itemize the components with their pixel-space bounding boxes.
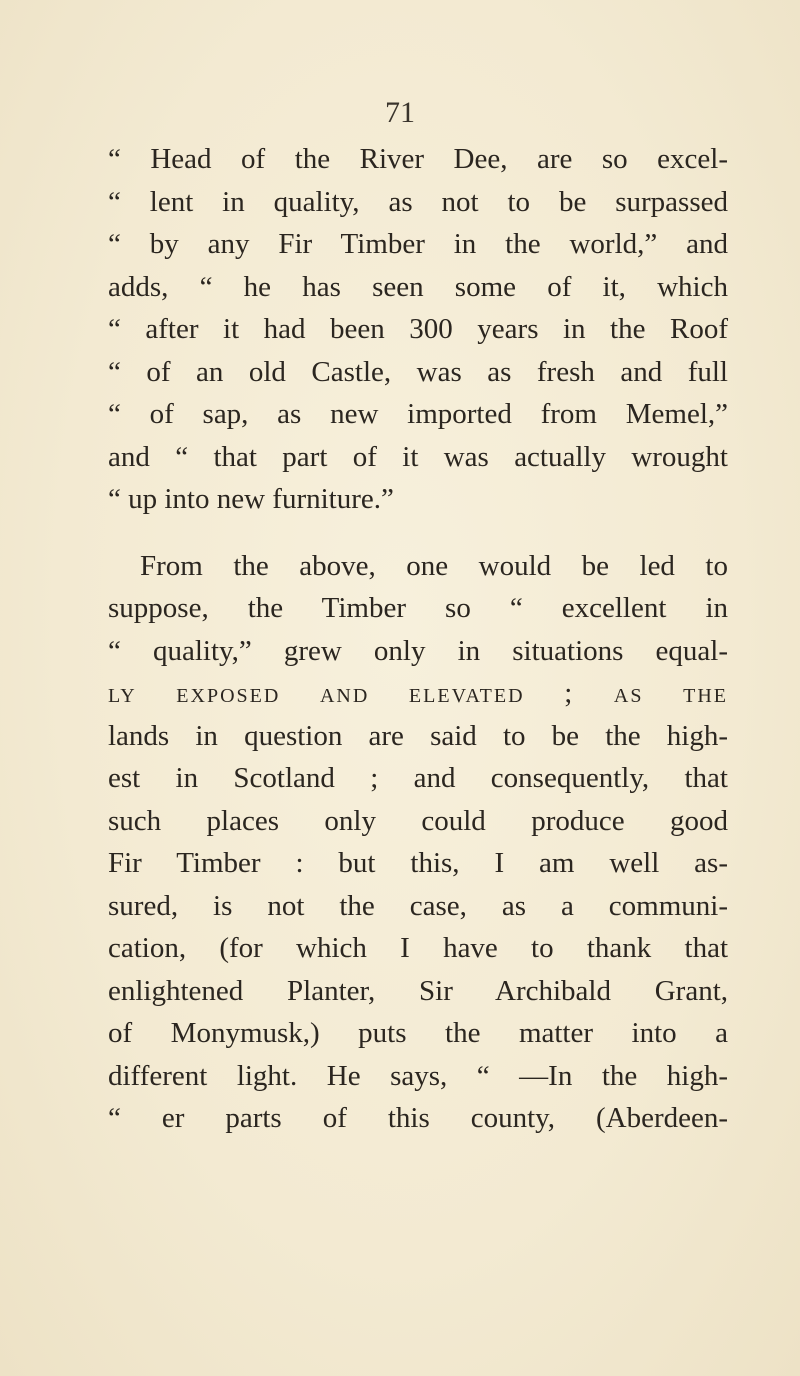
text-line: Fir Timber : but this, I am well as- [108,847,728,879]
text-line: such places only could produce good [108,804,728,837]
text-line: adds, “ he has seen some of it, which [108,270,728,303]
text-line: “ up into new furniture.” [108,483,394,515]
text-line: different light. He says, “ —In the high- [108,1059,728,1092]
paragraph-gap [108,521,728,545]
text-line: ly exposed and elevated ; as the [108,677,728,709]
text-line: “ lent in quality, as not to be surpassed [108,185,728,218]
text-line: From the above, one would be led to [140,549,728,582]
text-line: sured, is not the case, as a communi- [108,889,728,922]
text-line: “ quality,” grew only in situations equal- [108,634,728,667]
text-line: est in Scotland ; and consequently, that [108,762,728,794]
text-line: “ Head of the River Dee, are so excel- [108,143,728,175]
text-line: of Monymusk,) puts the matter into a [108,1017,728,1049]
text-line: “ of sap, as new imported from Memel,” [108,398,728,430]
body-text [108,138,728,1140]
text-line: enlightened Planter, Sir Archibald Grant, [108,974,728,1007]
text-line: “ er parts of this county, (Aberdeen- [108,1102,728,1134]
text-line: cation, (for which I have to thank that [108,932,728,964]
text-line: “ after it had been 300 years in the Roof [108,313,728,345]
text-line: “ by any Fir Timber in the world,” and [108,228,728,260]
text-line: “ of an old Castle, was as fresh and full [108,355,728,388]
text-line: and “ that part of it was actually wrought [108,440,728,473]
page-number: 71 [385,96,415,129]
text-line: suppose, the Timber so “ excellent in [108,592,728,624]
text-line: lands in question are said to be the high- [108,719,728,752]
